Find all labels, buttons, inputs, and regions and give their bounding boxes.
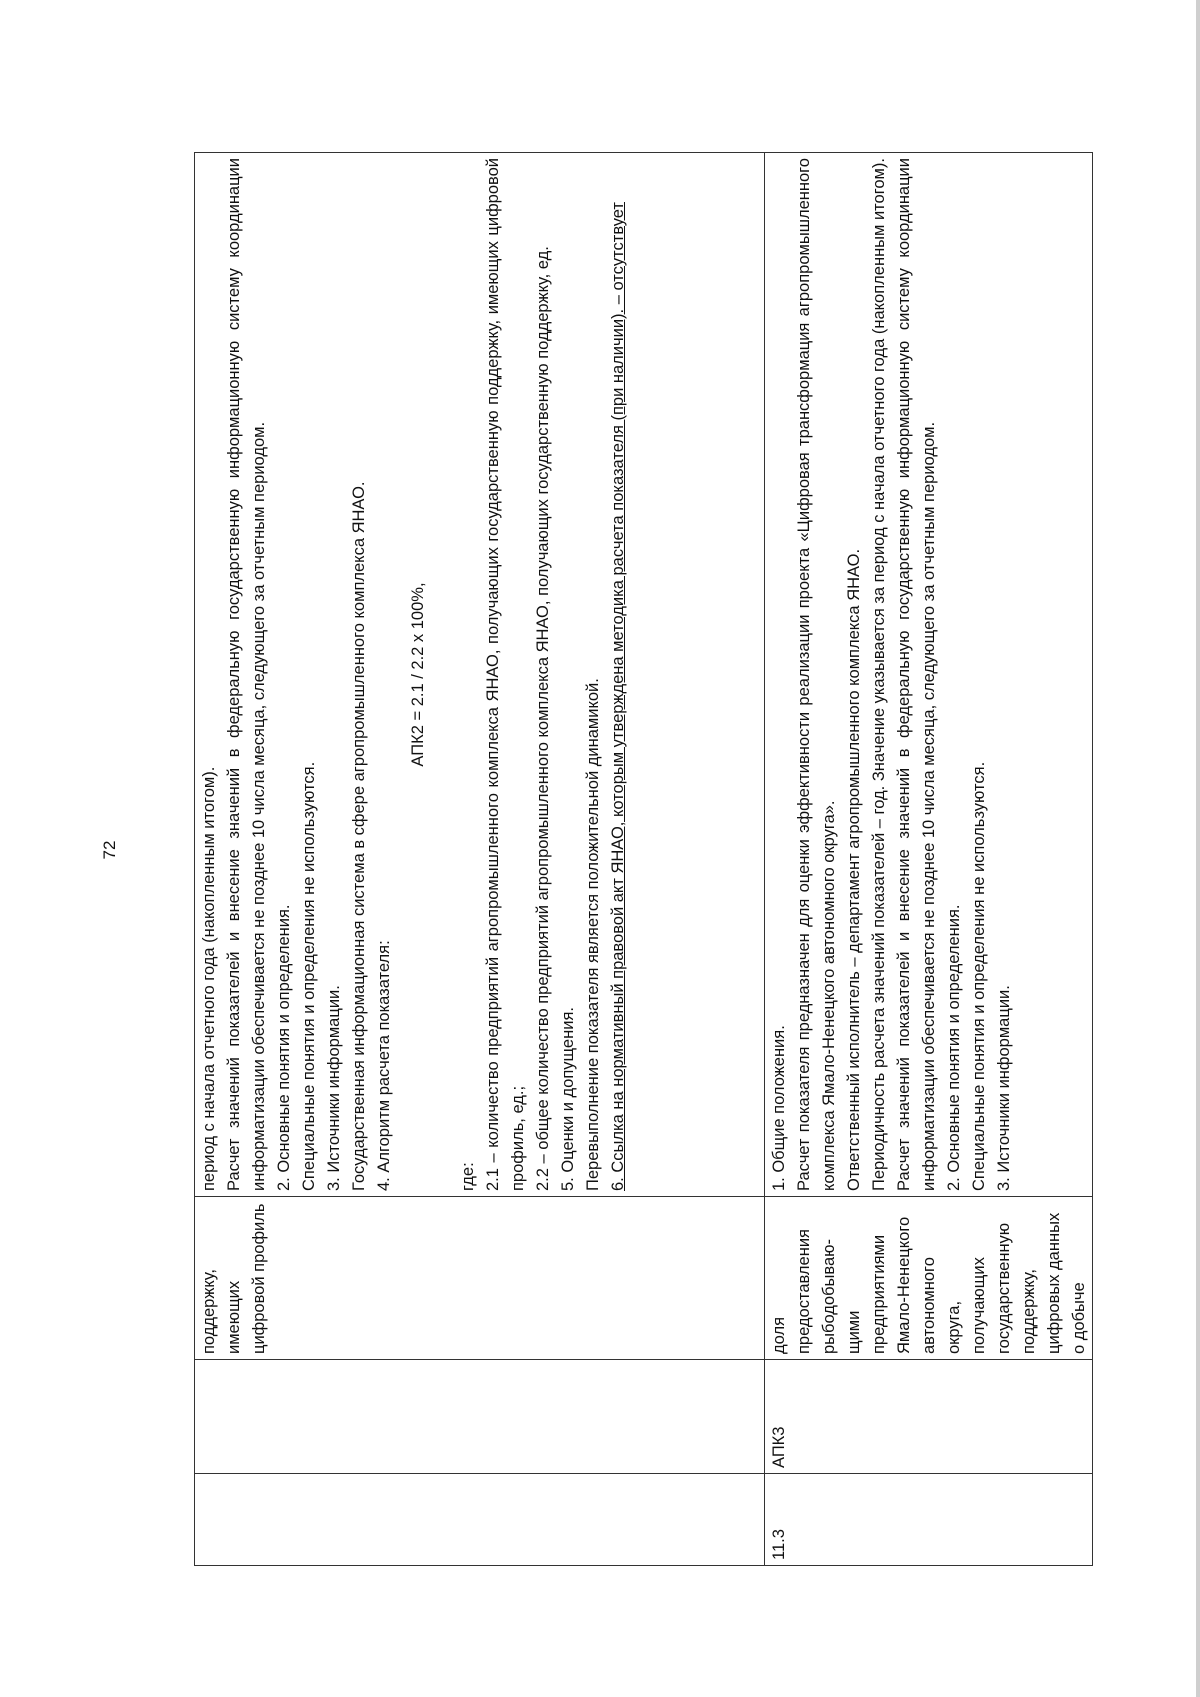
- desc-paragraph: Расчет значений показателей и внесение значений в федеральную государственную информационную систему координации информатизации обеспечивается не позднее 10 числа месяца, следующего за отчетным периодом.: [225, 158, 268, 1191]
- indicator-name-cell: [195, 1197, 765, 1360]
- row-number: 11.3: [770, 1529, 788, 1560]
- desc-paragraph: 1. Общие положения.: [770, 1025, 788, 1191]
- formula: АПК2 = 2.1 / 2.2 х 100%,: [409, 582, 427, 767]
- desc-paragraph: Расчет показателя предназначен для оценки эффективности реализации проекта «Цифровая трансформация агропромышленного комплекса Ямало-Ненецкого автономного округа».: [795, 158, 838, 1191]
- desc-paragraph: Специальные понятия и определения не используются.: [300, 761, 318, 1191]
- indicator-table: [194, 152, 1093, 1566]
- row-number-cell: [765, 1474, 1093, 1566]
- page-number: 72: [100, 840, 119, 860]
- indicator-description-cell: [765, 153, 1093, 1197]
- indicator-description-cell: [195, 153, 765, 1197]
- table-row: [195, 153, 765, 1566]
- desc-paragraph: Государственная информационная система в сфере агропромышленного комплекса ЯНАО.: [350, 481, 368, 1191]
- desc-paragraph: 2. Основные понятия и определения.: [275, 904, 293, 1191]
- desc-paragraph: Периодичность расчета значений показателей – год. Значение указывается за период с начала отчетного года (накопленным итогом).: [870, 158, 888, 1191]
- desc-paragraph: Специальные понятия и определения не используются.: [970, 761, 988, 1191]
- desc-paragraph: 2.1 – количество предприятий агропромышленного комплекса ЯНАО, получающих государственную поддержку, имеющих цифровой профиль, ед.;: [484, 158, 527, 1191]
- indicator-name: доля предоставления рыбодобываю-щими предприятиями Ямало-Ненецкого автономного округа, получающих государственную поддержку, цифровых данных о добыче: [770, 1212, 1088, 1354]
- desc-paragraph: Расчет значений показателей и внесение значений в федеральную государственную информационную систему координации информатизации обеспечивается не позднее 10 числа месяца, следующего за отчетным периодом.: [895, 158, 938, 1191]
- desc-paragraph: Перевыполнение показателя является положительной динамикой.: [584, 678, 602, 1191]
- desc-paragraph: 3. Источники информации.: [325, 985, 343, 1191]
- desc-paragraph: 4. Алгоритм расчета показателя:: [375, 940, 393, 1191]
- desc-paragraph: 3. Источники информации.: [995, 985, 1013, 1191]
- indicator-name-cell: [765, 1197, 1093, 1360]
- indicator-code: АПК3: [770, 1426, 788, 1468]
- row-number-cell: [195, 1474, 765, 1566]
- desc-paragraph: Ответственный исполнитель – департамент агропромышленного комплекса ЯНАО.: [845, 548, 863, 1191]
- desc-paragraph: 6. Ссылка на нормативный правовой акт ЯНАО, которым утверждена методика расчета показателя (при наличии). – отсутствует: [609, 202, 627, 1191]
- desc-paragraph: 2.2 – общее количество предприятий агропромышленного комплекса ЯНАО, получающих государственную поддержку, ед.: [534, 246, 552, 1191]
- table-row: [765, 153, 1093, 1566]
- desc-paragraph: где:: [459, 1162, 477, 1191]
- rotated-table-wrapper: [194, 153, 1088, 1566]
- desc-paragraph: 2. Основные понятия и определения.: [945, 904, 963, 1191]
- desc-paragraph: период с начала отчетного года (накопленным итогом).: [200, 766, 218, 1191]
- indicator-code-cell: [765, 1360, 1093, 1474]
- page-edge: [1196, 0, 1200, 1697]
- indicator-name: поддержку, имеющих цифровой профиль: [200, 1203, 268, 1354]
- desc-paragraph: 5. Оценки и допущения.: [559, 1007, 577, 1191]
- indicator-code-cell: [195, 1360, 765, 1474]
